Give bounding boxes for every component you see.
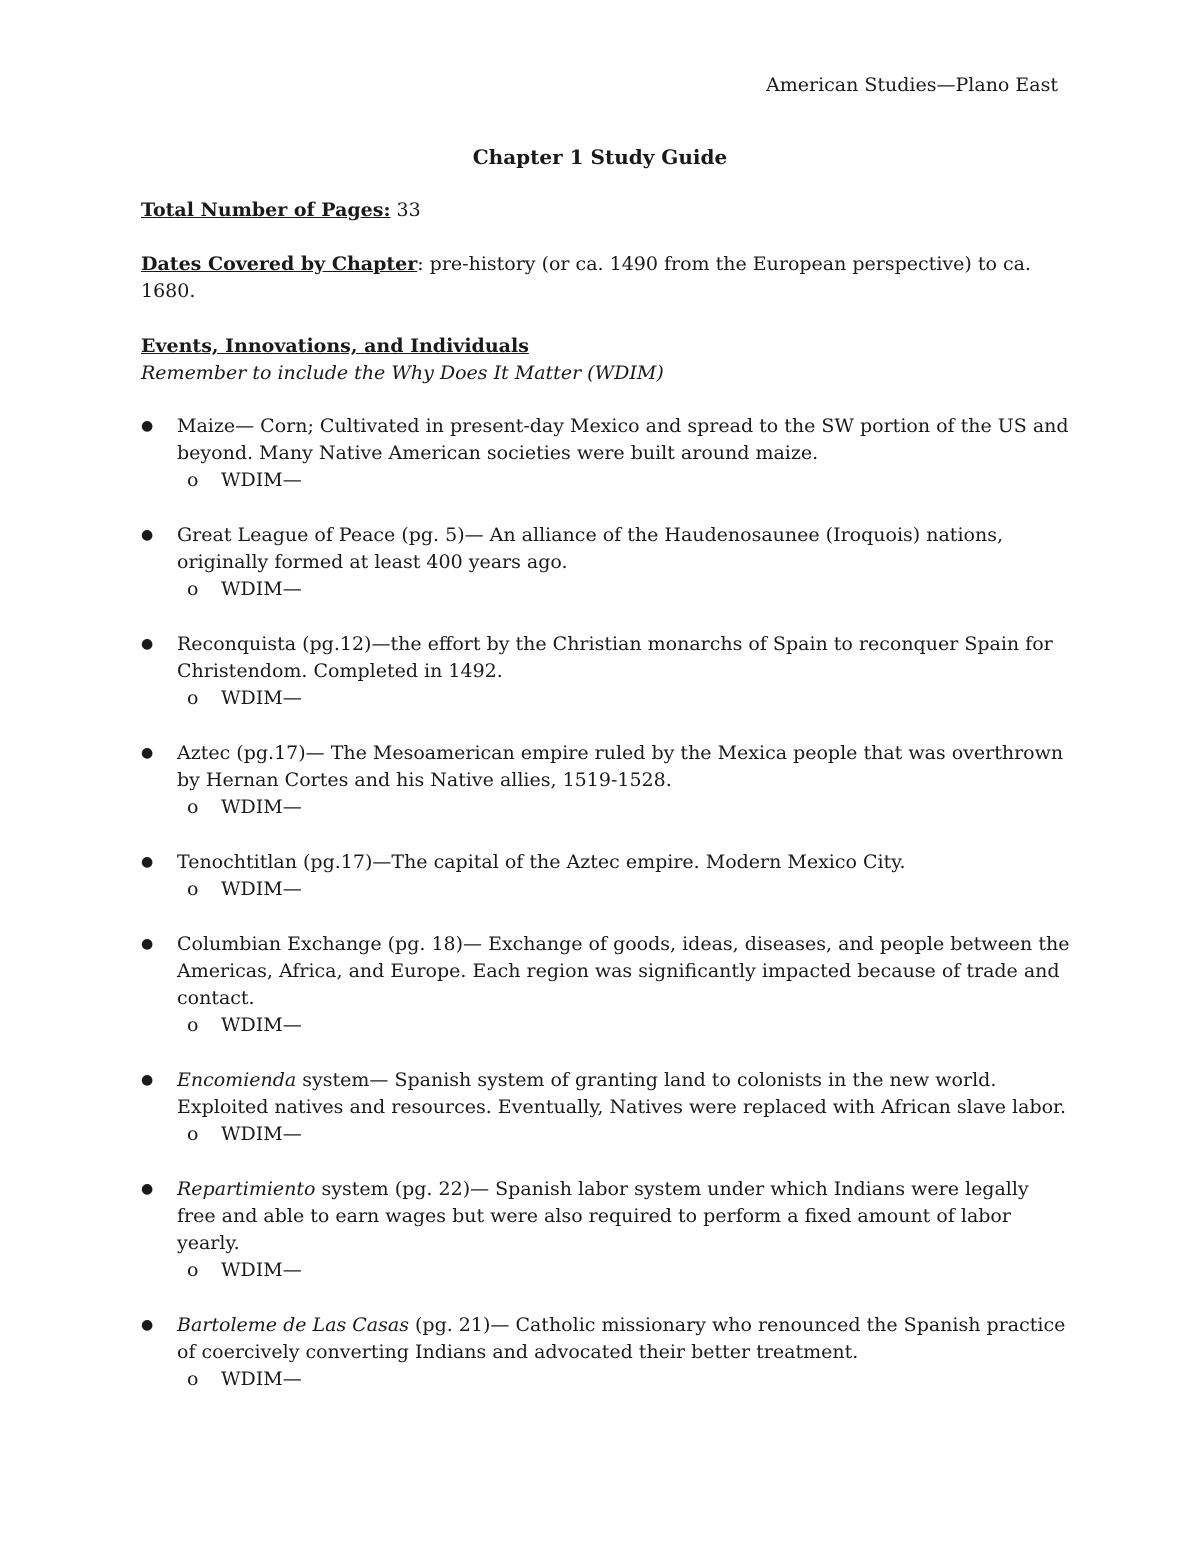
item-description: (pg. 5)— An alliance of the Haudenosaunee (Iroquois) nations, originally formed at least 400 years ago. bbox=[177, 524, 1003, 573]
wdim-label: WDIM— bbox=[221, 1014, 302, 1036]
item-description: (pg.17)— The Mesoamerican empire ruled by the Mexica people that was overthrown by Hernan Cortes and his Native allies, 1519-1528. bbox=[177, 742, 1064, 791]
wdim-label: WDIM— bbox=[221, 796, 302, 818]
list-item bbox=[141, 1312, 1071, 1393]
bullet-icon: ● bbox=[141, 527, 154, 543]
item-description: system— Spanish system of granting land to colonists in the new world. Exploited natives and resources. Eventually, Natives were replaced with African slave labor. bbox=[177, 1069, 1067, 1118]
item-term: Great League of Peace bbox=[177, 524, 396, 546]
wdim-line bbox=[177, 794, 1071, 821]
wdim-label: WDIM— bbox=[221, 1368, 302, 1390]
wdim-line bbox=[177, 1012, 1071, 1039]
item-term: Tenochtitlan bbox=[177, 851, 297, 873]
item-body bbox=[177, 849, 1071, 876]
list-item bbox=[141, 631, 1071, 712]
item-body bbox=[177, 413, 1071, 467]
wdim-line bbox=[177, 876, 1071, 903]
dates-covered-value: : pre-history (or ca. 1490 from the European perspective) to ca. 1680. bbox=[141, 253, 1031, 302]
wdim-label: WDIM— bbox=[221, 469, 302, 491]
bullet-icon: ● bbox=[141, 1317, 154, 1333]
wdim-label: WDIM— bbox=[221, 878, 302, 900]
item-description: system (pg. 22)— Spanish labor system under which Indians were legally free and able to earn wages but were also required to perform a fixed amount of labor yearly. bbox=[177, 1178, 1029, 1254]
item-body bbox=[177, 740, 1071, 794]
circle-marker-icon: o bbox=[187, 1259, 199, 1281]
section-note: Remember to include the Why Does It Matter (WDIM) bbox=[141, 362, 664, 384]
section-heading: Events, Innovations, and Individuals bbox=[141, 335, 529, 357]
item-description: (pg.12)—the effort by the Christian monarchs of Spain to reconquer Spain for Christendom. Completed in 1492. bbox=[177, 633, 1053, 682]
item-term: Repartimiento bbox=[177, 1178, 316, 1200]
total-pages-line bbox=[141, 197, 1041, 224]
circle-marker-icon: o bbox=[187, 469, 199, 491]
wdim-line bbox=[177, 1366, 1071, 1393]
item-description: (pg. 18)— Exchange of goods, ideas, diseases, and people between the Americas, Africa, and Europe. Each region was significantly impacted because of trade and contact. bbox=[177, 933, 1070, 1009]
item-body bbox=[177, 631, 1071, 685]
total-pages-label: Total Number of Pages: bbox=[141, 199, 391, 221]
wdim-label: WDIM— bbox=[221, 687, 302, 709]
page-title: Chapter 1 Study Guide bbox=[472, 145, 728, 169]
list-item bbox=[141, 522, 1071, 603]
item-body bbox=[177, 931, 1071, 1012]
item-term: Columbian Exchange bbox=[177, 933, 382, 955]
circle-marker-icon: o bbox=[187, 1014, 199, 1036]
wdim-line bbox=[177, 685, 1071, 712]
bullet-icon: ● bbox=[141, 745, 154, 761]
circle-marker-icon: o bbox=[187, 1123, 199, 1145]
bullet-icon: ● bbox=[141, 936, 154, 952]
list-item bbox=[141, 413, 1071, 494]
bullet-icon: ● bbox=[141, 854, 154, 870]
item-term: Maize bbox=[177, 415, 236, 437]
item-term: Bartoleme de Las Casas bbox=[177, 1314, 409, 1336]
circle-marker-icon: o bbox=[187, 796, 199, 818]
circle-marker-icon: o bbox=[187, 1368, 199, 1390]
bullet-icon: ● bbox=[141, 636, 154, 652]
item-term: Reconquista bbox=[177, 633, 297, 655]
item-description: (pg. 21)— Catholic missionary who renounced the Spanish practice of coercively converting Indians and advocated their better treatment. bbox=[177, 1314, 1066, 1363]
wdim-label: WDIM— bbox=[221, 578, 302, 600]
bullet-icon: ● bbox=[141, 418, 154, 434]
item-term: Aztec bbox=[177, 742, 231, 764]
item-term: Encomienda bbox=[177, 1069, 297, 1091]
bullet-icon: ● bbox=[141, 1181, 154, 1197]
wdim-label: WDIM— bbox=[221, 1123, 302, 1145]
item-body bbox=[177, 1067, 1071, 1121]
list-item bbox=[141, 1067, 1071, 1148]
item-description: — Corn; Cultivated in present-day Mexico and spread to the SW portion of the US and beyond. Many Native American societies were built around maize. bbox=[177, 415, 1069, 464]
list-item bbox=[141, 931, 1071, 1039]
bullet-icon: ● bbox=[141, 1072, 154, 1088]
item-body bbox=[177, 1312, 1071, 1366]
item-description: (pg.17)—The capital of the Aztec empire. Modern Mexico City. bbox=[296, 851, 906, 873]
total-pages-value: 33 bbox=[390, 199, 421, 221]
circle-marker-icon: o bbox=[187, 578, 199, 600]
item-body bbox=[177, 1176, 1071, 1257]
study-items-list bbox=[141, 413, 1071, 1421]
list-item bbox=[141, 740, 1071, 821]
list-item bbox=[141, 1176, 1071, 1284]
course-header: American Studies—Plano East bbox=[766, 74, 1058, 96]
wdim-line bbox=[177, 1257, 1071, 1284]
item-body bbox=[177, 522, 1071, 576]
wdim-line bbox=[177, 1121, 1071, 1148]
wdim-label: WDIM— bbox=[221, 1259, 302, 1281]
circle-marker-icon: o bbox=[187, 878, 199, 900]
wdim-line bbox=[177, 467, 1071, 494]
list-item bbox=[141, 849, 1071, 903]
dates-covered-label: Dates Covered by Chapter bbox=[141, 253, 418, 275]
dates-covered-line bbox=[141, 251, 1041, 305]
wdim-line bbox=[177, 576, 1071, 603]
circle-marker-icon: o bbox=[187, 687, 199, 709]
